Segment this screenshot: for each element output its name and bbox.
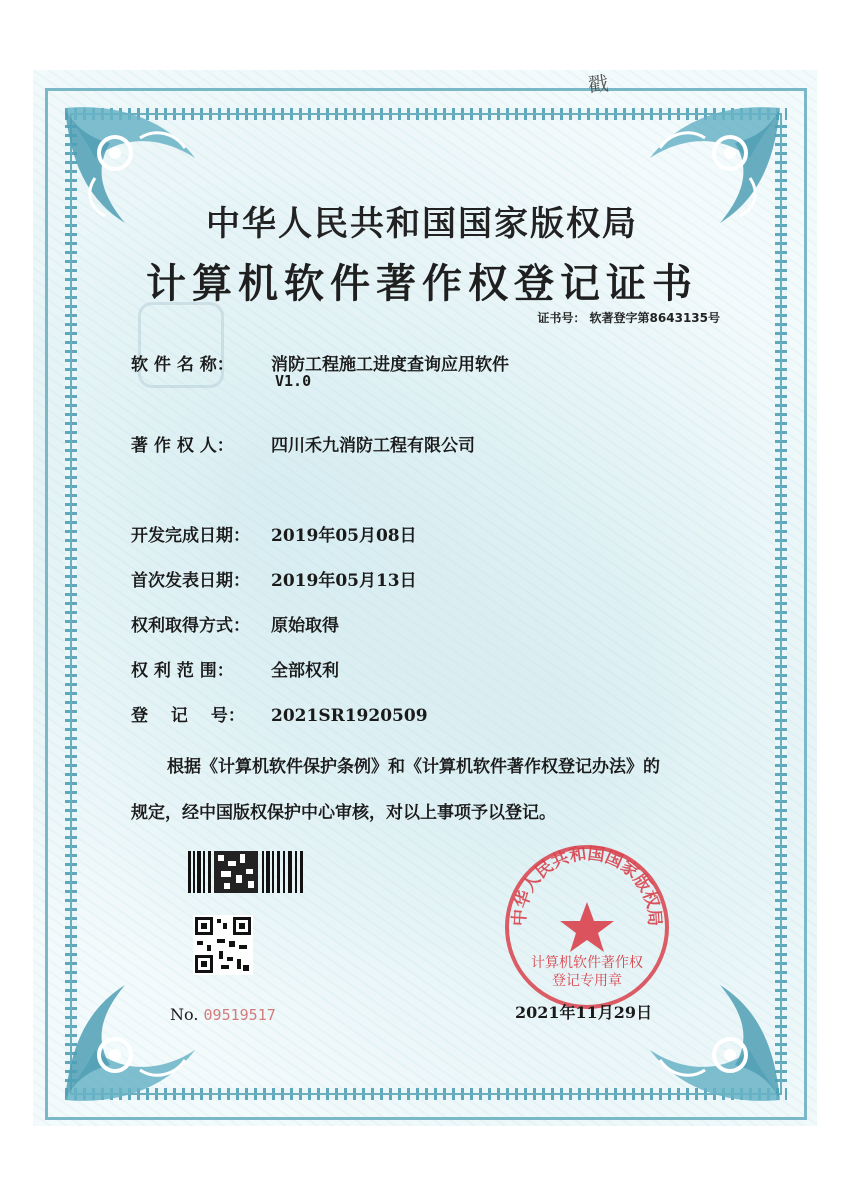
field-label: 著 作 权 人： (131, 436, 234, 456)
field-row (131, 701, 428, 726)
qr-code-icon (193, 915, 253, 975)
field-label: 开发完成日期： (131, 526, 250, 546)
certificate-number-value: 软著登字第8643135号 (589, 311, 720, 325)
serial-prefix: No. (170, 1005, 199, 1024)
field-row (131, 611, 339, 636)
field-value: 全部权利 (271, 661, 339, 681)
statement-paragraph (131, 744, 741, 836)
certificate-number-label: 证书号： (537, 311, 586, 325)
watermark-logo-icon (138, 302, 224, 388)
field-value: 2021SR1920509 (271, 706, 428, 726)
field-value: 2019年05月08日 (271, 526, 417, 546)
barcode-icon (188, 851, 304, 893)
field-label: 软 件 名 称： (131, 355, 234, 375)
field-label: 登 记 号： (131, 706, 245, 726)
handwritten-mark: 戳 (586, 71, 610, 97)
certificate-number (480, 309, 720, 326)
software-version: V1.0 (275, 372, 312, 390)
field-row (131, 350, 509, 375)
field-value: 消防工程施工进度查询应用软件 (271, 355, 509, 375)
field-row (131, 521, 417, 546)
field-row (131, 656, 339, 681)
statement-line: 规定，经中国版权保护中心审核，对以上事项予以登记。 (131, 803, 556, 823)
field-label: 权 利 范 围： (131, 661, 234, 681)
serial-number (170, 1005, 276, 1024)
field-value: 原始取得 (271, 616, 339, 636)
corner-ornament-icon (55, 980, 205, 1110)
issue-date: 2021年11月29日 (515, 1003, 653, 1022)
field-row (131, 566, 417, 591)
field-value: 四川禾九消防工程有限公司 (271, 436, 475, 456)
field-label: 首次发表日期： (131, 571, 250, 591)
seal-ring-text: 中华人民共和国国家版权局 (509, 843, 665, 927)
seal-line2: 登记专用章 (552, 973, 622, 989)
official-seal-icon (502, 842, 672, 1012)
field-value: 2019年05月13日 (271, 571, 417, 591)
serial-value: 09519517 (203, 1006, 276, 1024)
issuer-title: 中华人民共和国国家版权局 (206, 204, 638, 244)
seal-line1: 计算机软件著作权 (531, 955, 643, 971)
statement-line: 根据《计算机软件保护条例》和《计算机软件著作权登记办法》的 (167, 757, 660, 777)
certificate-title: 计算机软件著作权登记证书 (146, 260, 698, 307)
field-row (131, 431, 475, 456)
field-label: 权利取得方式： (131, 616, 250, 636)
